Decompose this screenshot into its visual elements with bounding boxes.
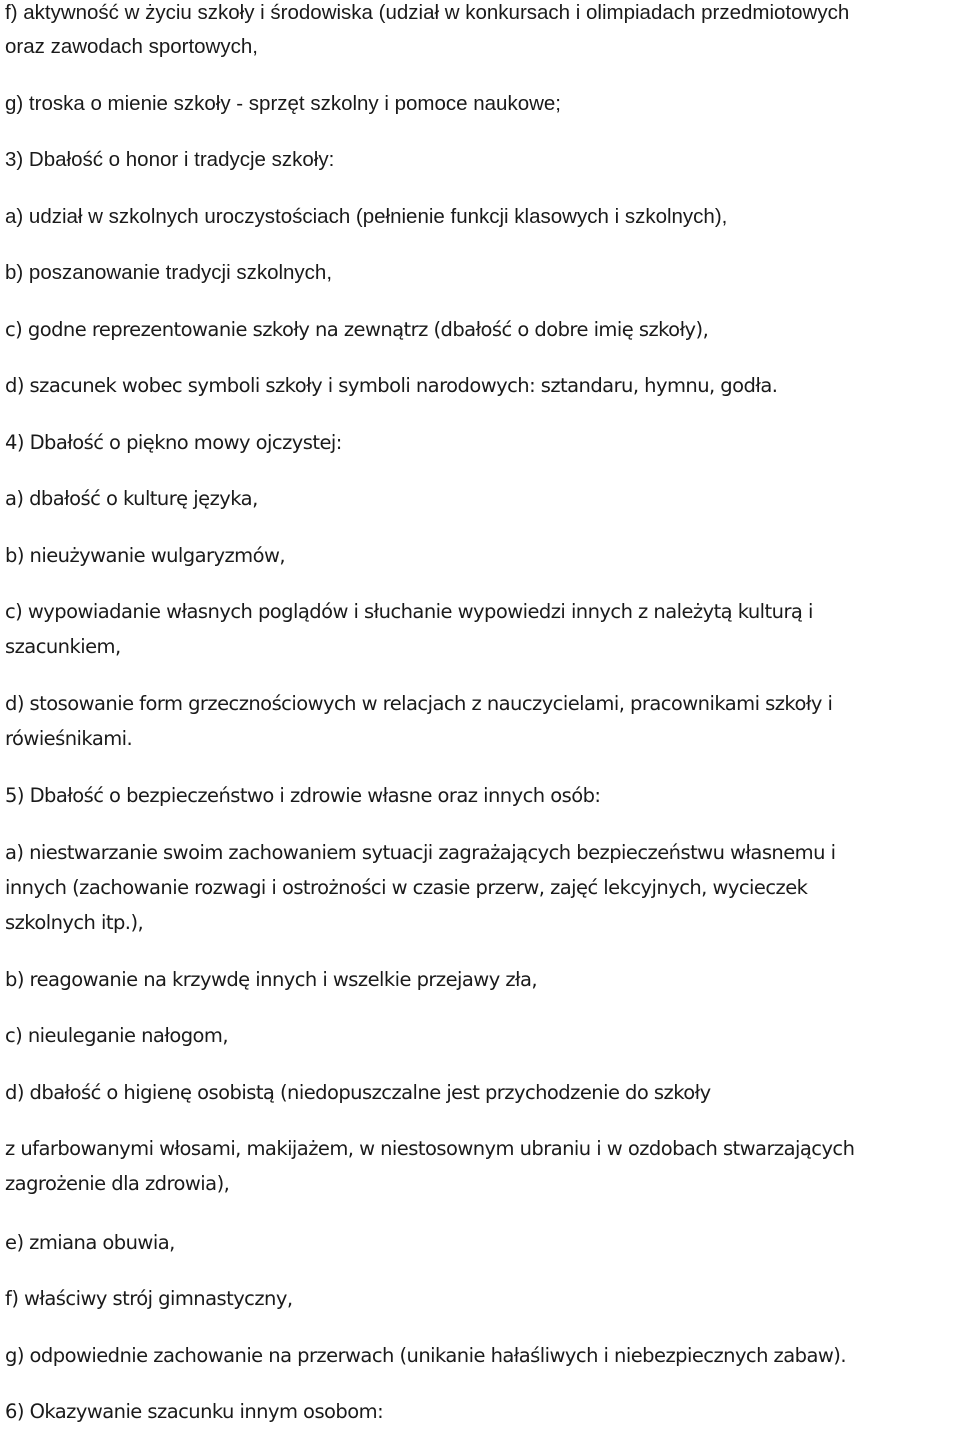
- text-line: rówieśnikami.: [5, 727, 133, 750]
- text-line: szkolnych itp.),: [5, 911, 144, 934]
- section-heading: 4) Dbałość o piękno mowy ojczystej:: [5, 431, 342, 454]
- text-line: c) godne reprezentowanie szkoły na zewnątrz (dbałość o dobre imię szkoły),: [5, 318, 709, 341]
- text-line: g) troska o mienie szkoły - sprzęt szkolny i pomoce naukowe;: [5, 92, 562, 115]
- text-line: d) stosowanie form grzecznościowych w relacjach z nauczycielami, pracownikami szkoły i: [5, 692, 833, 715]
- text-line: c) nieuleganie nałogom,: [5, 1024, 229, 1047]
- text-line: szacunkiem,: [5, 635, 121, 658]
- text-line: d) dbałość o higienę osobistą (niedopuszczalne jest przychodzenie do szkoły: [5, 1081, 711, 1104]
- text-line: d) szacunek wobec symboli szkoły i symboli narodowych: sztandaru, hymnu, godła.: [5, 374, 778, 397]
- section-heading: 6) Okazywanie szacunku innym osobom:: [5, 1400, 384, 1423]
- text-line: b) poszanowanie tradycji szkolnych,: [5, 261, 333, 284]
- text-line: c) wypowiadanie własnych poglądów i słuchanie wypowiedzi innych z należytą kulturą i: [5, 600, 813, 623]
- section-heading: 5) Dbałość o bezpieczeństwo i zdrowie własne oraz innych osób:: [5, 784, 601, 807]
- text-line: f) aktywność w życiu szkoły i środowiska (udział w konkursach i olimpiadach przedmiotowych: [5, 1, 850, 24]
- text-line: b) reagowanie na krzywdę innych i wszelkie przejawy zła,: [5, 968, 538, 991]
- section-heading: 3) Dbałość o honor i tradycje szkoły:: [5, 148, 335, 171]
- text-line: z ufarbowanymi włosami, makijażem, w niestosownym ubraniu i w ozdobach stwarzających: [5, 1137, 855, 1160]
- text-line: innych (zachowanie rozwagi i ostrożności w czasie przerw, zajęć lekcyjnych, wycieczek: [5, 876, 808, 899]
- text-line: a) dbałość o kulturę języka,: [5, 487, 258, 510]
- text-line: e) zmiana obuwia,: [5, 1231, 175, 1254]
- text-line: a) niestwarzanie swoim zachowaniem sytuacji zagrażających bezpieczeństwu własnemu i: [5, 841, 836, 864]
- text-line: oraz zawodach sportowych,: [5, 35, 258, 58]
- text-line: a) udział w szkolnych uroczystościach (pełnienie funkcji klasowych i szkolnych),: [5, 205, 728, 228]
- text-line: b) nieużywanie wulgaryzmów,: [5, 544, 286, 567]
- text-line: zagrożenie dla zdrowia),: [5, 1172, 230, 1195]
- text-line: g) odpowiednie zachowanie na przerwach (unikanie hałaśliwych i niebezpiecznych zabaw).: [5, 1344, 846, 1367]
- text-line: f) właściwy strój gimnastyczny,: [5, 1287, 293, 1310]
